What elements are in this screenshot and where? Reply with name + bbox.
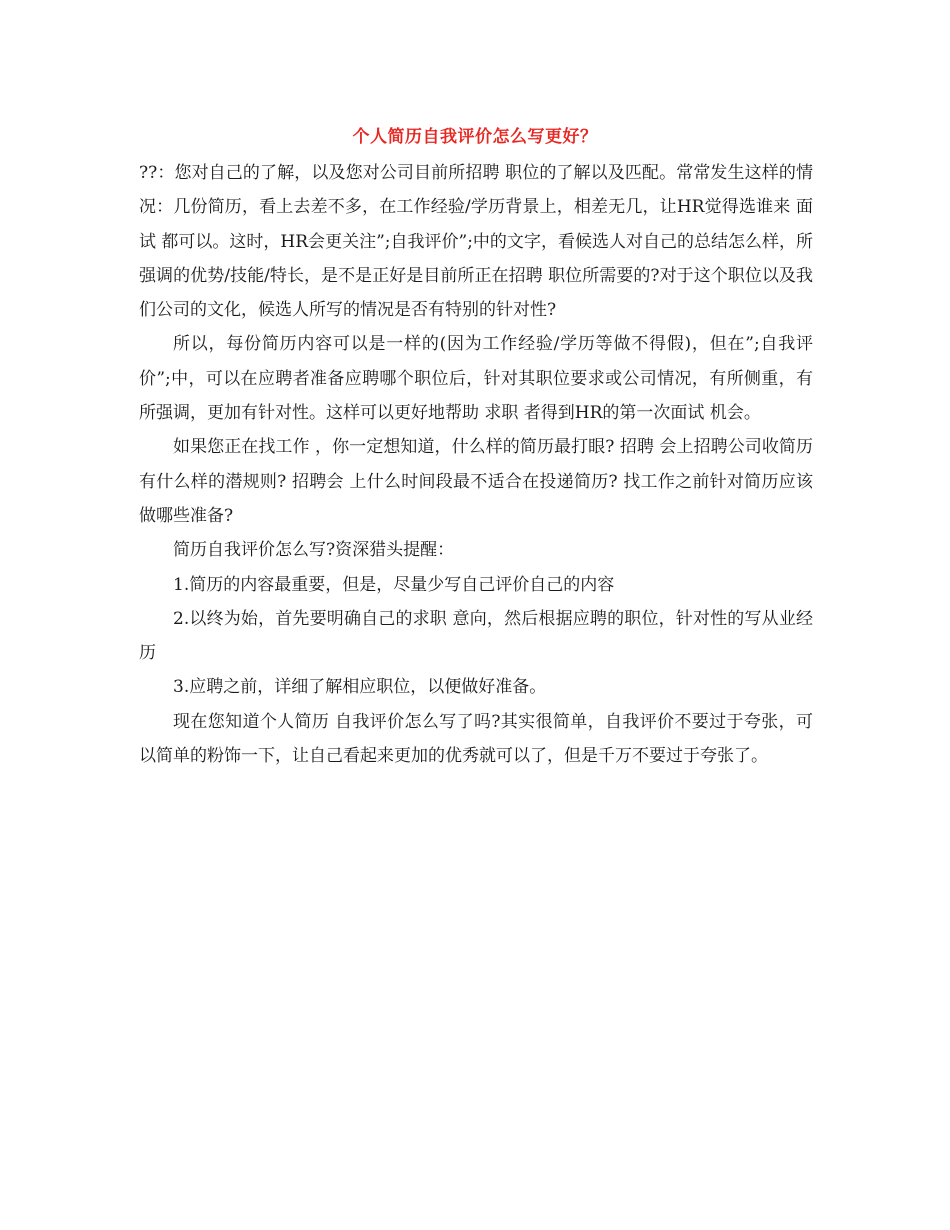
paragraph-tips-heading: 简历自我评价怎么写?资深猎头提醒：: [173, 540, 455, 561]
list-item-tip-3: 3.应聘之前，详细了解相应职位，以便做好准备。: [173, 677, 547, 698]
list-item-tip-1: 1.简历的内容最重要，但是，尽量少写自己评价自己的内容: [173, 574, 615, 595]
document-title: 个人简历自我评价怎么写更好？: [352, 127, 598, 147]
document-body: [139, 156, 813, 773]
paragraph-job-search: 如果您正在找工作 ，你一定想知道，什么样的简历最打眼? 招聘 会上招聘公司收简历有什么样的潜规则? 招聘会 上什么时间段最不适合在投递简历? 找工作之前针对简历应该做哪些准备?: [139, 437, 813, 526]
paragraph-intro: ??：您对自己的了解，以及您对公司目前所招聘 职位的了解以及匹配。常常发生这样的情况：几份简历，看上去差不多，在工作经验/学历背景上，相差无几，让HR觉得选谁来 面试 都可以。这时，HR会更关注”;自我评价”;中的文字，看候选人对自己的总结怎么样，所强调的优势/技能/特长，是不是正好是目前所正在招聘 职位所需要的?对于这个职位以及我们公司的文化，候选人所写的情况是否有特别的针对性?: [139, 163, 813, 321]
paragraph-conclusion: 现在您知道个人简历 自我评价怎么写了吗?其实很简单，自我评价不要过于夸张，可以简单的粉饰一下，让自己看起来更加的优秀就可以了，但是千万不要过于夸张了。: [139, 711, 813, 767]
paragraph-so: 所以，每份简历内容可以是一样的(因为工作经验/学历等做不得假)，但在”;自我评价”;中，可以在应聘者准备应聘哪个职位后，针对其职位要求或公司情况，有所侧重，有所强调，更加有针对性。这样可以更好地帮助 求职 者得到HR的第一次面试 机会。: [139, 334, 813, 424]
list-item-tip-2: 2.以终为始，首先要明确自己的求职 意向，然后根据应聘的职位，针对性的写从业经历: [139, 608, 813, 664]
